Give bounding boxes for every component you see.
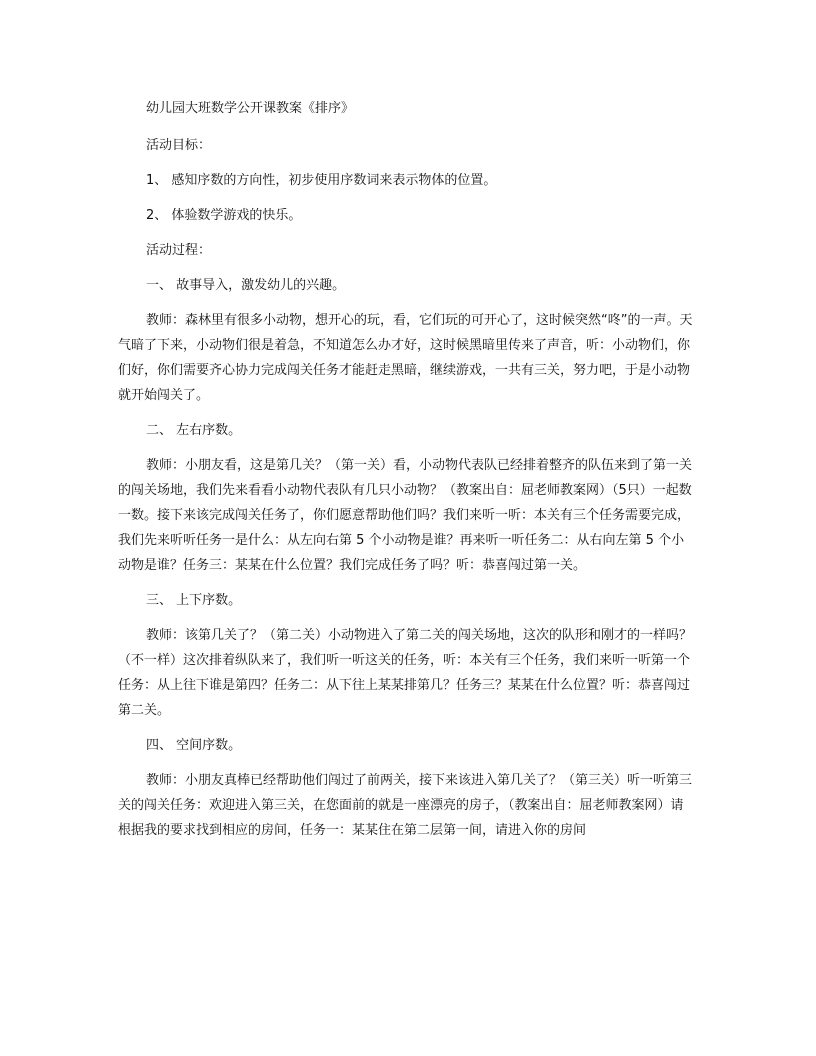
step-paragraph-4: 教师：小朋友真棒已经帮助他们闯过了前两关，接下来该进入第几关了？（第三关）听一听第三关的闯关任务：欢迎进入第三关，在您面前的就是一座漂亮的房子，（教案出自：屈老师教案网）请根据我的要求找到相应的房间，任务一：某某住在第二层第一间，请进入你的房间 [118, 773, 693, 838]
step-heading-1: 一、 故事导入，激发幼儿的兴趣。 [146, 278, 346, 293]
step-heading-2: 二、 左右序数。 [146, 423, 242, 438]
step-paragraph-1: 教师：森林里有很多小动物，想开心的玩，看，它们玩的可开心了，这时候突然“咚”的一声。天气暗了下来，小动物们很是着急，不知道怎么办才好，这时候黑暗里传来了声音，听：小动物们，你们好，你们需要齐心协力完成闯关任务才能赶走黑暗，继续游戏，一共有三关，努力吧，于是小动物就开始闯关了。 [118, 313, 693, 403]
section-heading-goals: 活动目标： [146, 138, 212, 153]
goal-item-2: 2、 体验数学游戏的快乐。 [146, 208, 302, 223]
document-title: 幼儿园大班数学公开课教案《排序》 [146, 101, 355, 116]
step-paragraph-2: 教师：小朋友看，这是第几关？（第一关）看，小动物代表队已经排着整齐的队伍来到了第一关的闯关场地，我们先来看看小动物代表队有几只小动物？（教案出自：屈老师教案网）（5只）一起数一数。接下来该完成闯关任务了，你们愿意帮助他们吗？我们来听一听：本关有三个任务需要完成，我们先来听听任务一是什么：从左向右第 5 个小动物是谁？再来听一听任务二：从右向左第 5 个小动物是谁？任务三：某某在什么位置？我们完成任务了吗？听：恭喜闯过第一关。 [118, 458, 693, 573]
step-heading-4: 四、 空间序数。 [146, 738, 242, 753]
step-heading-3: 三、 上下序数。 [146, 593, 242, 608]
section-heading-process: 活动过程： [146, 243, 212, 258]
goal-item-1: 1、 感知序数的方向性，初步使用序数词来表示物体的位置。 [146, 173, 497, 188]
step-paragraph-3: 教师：该第几关了？（第二关）小动物进入了第二关的闯关场地，这次的队形和刚才的一样吗？（不一样）这次排着纵队来了，我们听一听这关的任务，听：本关有三个任务，我们来听一听第一个任务：从上往下谁是第四？任务二：从下往上某某排第几？任务三？某某在什么位置？听：恭喜闯过第二关。 [118, 628, 693, 718]
document-body [118, 96, 696, 853]
